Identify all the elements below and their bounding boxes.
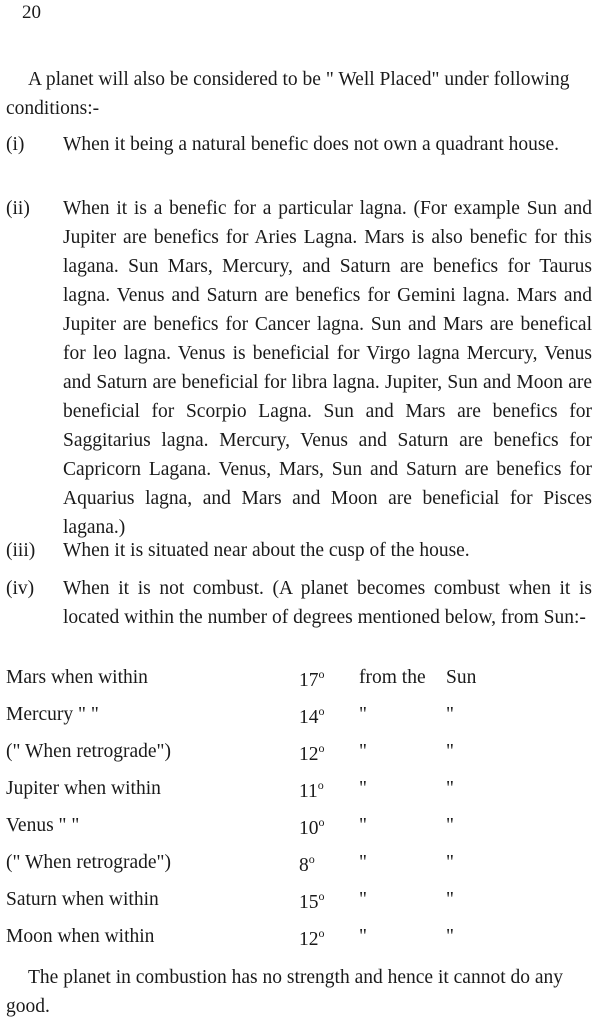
ditto-mark: "	[446, 778, 454, 799]
degree-value: 12$^o$	[299, 926, 325, 950]
ditto-mark: "	[359, 889, 367, 910]
degree-value: 10$^o$	[299, 815, 325, 839]
ditto-mark: "	[446, 741, 454, 762]
condition-item	[6, 130, 592, 159]
combustion-table	[6, 667, 596, 963]
table-row	[6, 926, 596, 963]
table-row	[6, 778, 596, 815]
ditto-mark: "	[359, 741, 367, 762]
condition-number: (i)	[6, 134, 25, 155]
condition-text: When it is not combust. (A planet becomes combust when it is located within the number of degrees mentioned below, from Sun:-	[63, 578, 592, 628]
planet-label: Venus " "	[6, 815, 80, 836]
table-row	[6, 889, 596, 926]
condition-text: When it being a natural benefic does not own a quadrant house.	[63, 134, 560, 155]
planet-label: (" When retrograde")	[6, 741, 171, 762]
table-row	[6, 741, 596, 778]
degree-value: 11$^o$	[299, 778, 324, 802]
condition-number: (ii)	[6, 198, 30, 219]
ditto-mark: "	[446, 815, 454, 836]
ditto-mark: "	[359, 852, 367, 873]
table-row	[6, 667, 596, 704]
condition-item	[6, 194, 592, 542]
table-row	[6, 704, 596, 741]
degree-value: 14$^o$	[299, 704, 325, 728]
planet-label: Moon when within	[6, 926, 155, 947]
ditto-mark: "	[359, 778, 367, 799]
planet-label: Mars when within	[6, 667, 148, 688]
planet-label: Jupiter when within	[6, 778, 161, 799]
degree-value: 15$^o$	[299, 889, 325, 913]
ditto-mark: "	[446, 852, 454, 873]
degree-value: 17$^o$	[299, 667, 325, 691]
ditto-mark: "	[359, 815, 367, 836]
degree-value: 8$^o$	[299, 852, 315, 876]
condition-text: When it is a benefic for a particular lagna. (For example Sun and Jupiter are benefics for Aries Lagna. Mars is also benefic for this lagana. Sun Mars, Mercury, and Saturn are benefics for Taurus lagna. Venus and Saturn are benefics for Gemini lagna. Mars and Jupiter are benefics for Cancer lagna. Sun and Mars are benefical for leo lagna. Venus is beneficial for Virgo lagna Mercury, Venus and Saturn are beneficial for libra lagna. Jupiter, Sun and Moon are beneficial for Scorpio Lagna. Sun and Mars are benefics for Saggitarius lagna. Mercury, Venus and Saturn are benefics for Capricorn Lagana. Venus, Mars, Sun and Saturn are benefics for Aquarius lagna, and Mars and Moon are beneficial for Pisces lagana.)	[63, 198, 592, 538]
page-number: 20	[22, 2, 41, 23]
table-cell: Sun	[446, 667, 477, 688]
planet-label: Saturn when within	[6, 889, 159, 910]
planet-label: (" When retrograde")	[6, 852, 171, 873]
ditto-mark: "	[446, 926, 454, 947]
ditto-mark: "	[359, 926, 367, 947]
degree-value: 12$^o$	[299, 741, 325, 765]
condition-number: (iii)	[6, 540, 36, 561]
condition-number: (iv)	[6, 578, 35, 599]
intro-paragraph: A planet will also be considered to be " Well Placed" under following conditions:-	[6, 69, 570, 119]
table-row	[6, 815, 596, 852]
ditto-mark: "	[359, 704, 367, 725]
table-cell: from the	[359, 667, 426, 688]
closing-paragraph: The planet in combustion has no strength and hence it cannot do any good.	[6, 967, 564, 1017]
condition-text: When it is situated near about the cusp of the house.	[63, 540, 470, 561]
ditto-mark: "	[446, 889, 454, 910]
planet-label: Mercury " "	[6, 704, 99, 725]
condition-item	[6, 574, 592, 632]
table-row	[6, 852, 596, 889]
ditto-mark: "	[446, 704, 454, 725]
condition-item	[6, 536, 592, 565]
